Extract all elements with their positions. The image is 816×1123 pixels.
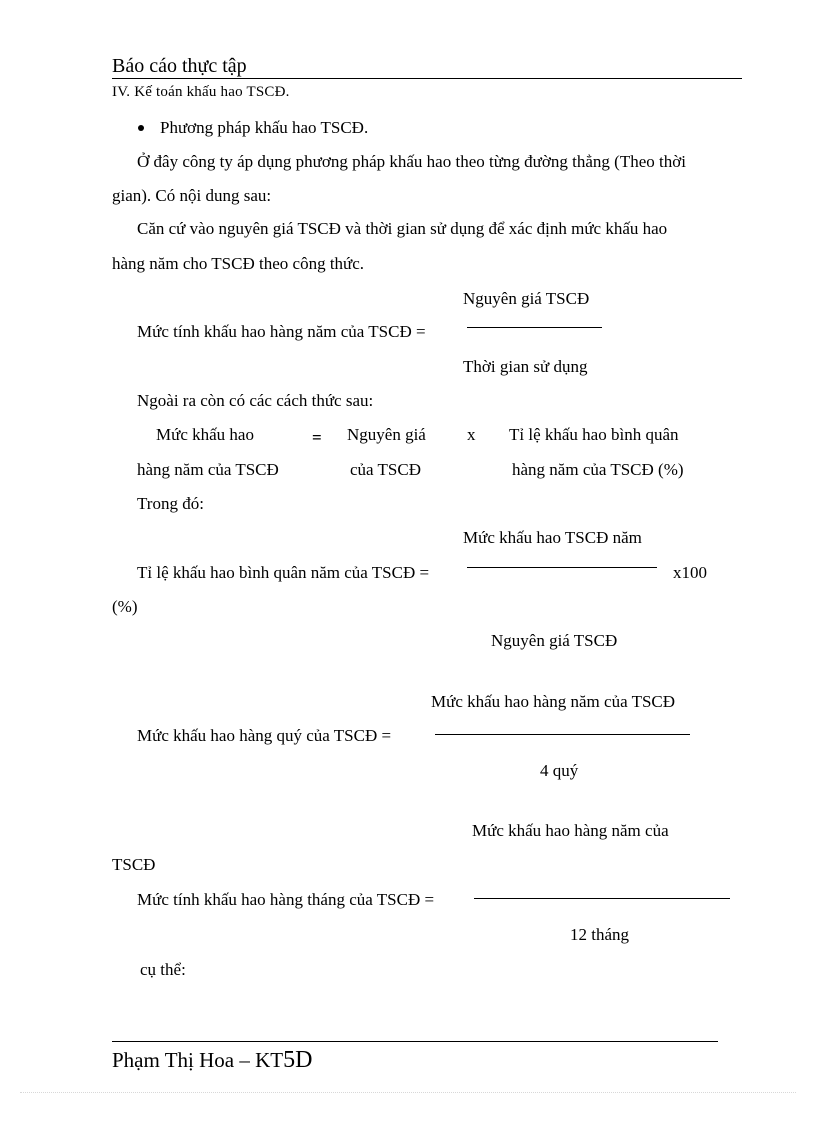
formula4-denominator: 4 quý [540,761,579,780]
formula5-denominator: 12 tháng [570,925,630,944]
formula5-numerator-line1: Mức khấu hao hàng năm của [472,821,669,840]
header-title: Báo cáo thực tập [112,55,247,77]
formula1-denominator: Thời gian sử dụng [463,357,588,376]
formula3-multiplier: x100 [673,563,707,582]
paragraph-2-line-1: Căn cứ vào nguyên giá TSCĐ và thời gian sử dụng để xác định mức khấu hao [137,219,668,238]
formula3-label: Tỉ lệ khấu hao bình quân năm của TSCĐ = [137,563,430,582]
formula3-fraction-bar [467,567,657,568]
header-rule [112,78,742,79]
footer-author [112,1048,312,1072]
formula3-unit: (%) [112,597,138,616]
formula5-label: Mức tính khấu hao hàng tháng của TSCĐ = [137,890,435,909]
formula3-numerator: Mức khấu hao TSCĐ năm [463,528,642,547]
formula4-fraction-bar [435,734,690,735]
section-heading: IV. Kế toán khấu hao TSCĐ. [112,84,290,100]
footer-author-suffix: 5D [283,1047,313,1073]
bullet-text: Phương pháp khấu hao TSCĐ. [160,118,369,137]
specifically-text: cụ thể: [140,960,186,979]
formula4-label: Mức khấu hao hàng quý của TSCĐ = [137,726,392,745]
formula3-denominator: Nguyên giá TSCĐ [491,631,618,650]
other-methods-text: Ngoài ra còn có các cách thức sau: [137,391,374,410]
where-text: Trong đó: [137,494,204,513]
bullet-icon [138,125,144,131]
paragraph-2-line-2: hàng năm cho TSCĐ theo công thức. [112,254,365,273]
footer-rule [112,1041,718,1042]
formula1-fraction-bar [467,327,602,328]
formula2-col1-line2: hàng năm của TSCĐ [137,460,279,479]
formula5-fraction-bar [474,898,730,899]
formula2-times: x [467,425,476,444]
formula1-numerator: Nguyên giá TSCĐ [463,289,590,308]
formula5-numerator-line2: TSCĐ [112,855,156,874]
formula2-col3-line2: hàng năm của TSCĐ (%) [512,460,684,479]
formula2-col2-line1: Nguyên giá [347,425,426,444]
paragraph-1-line-1: Ở đây công ty áp dụng phương pháp khấu hao theo từng đường thẳng (Theo thời [137,152,686,171]
formula2-col3-line1: Tỉ lệ khấu hao bình quân [509,425,679,444]
formula4-numerator: Mức khấu hao hàng năm của TSCĐ [431,692,676,711]
formula2-col2-line2: của TSCĐ [350,460,421,479]
footer-author-prefix: Phạm Thị Hoa – KT [112,1048,284,1072]
formula2-col1-line1: Mức khấu hao [156,425,254,444]
page-bottom-dotted-line [20,1092,796,1093]
formula1-label: Mức tính khấu hao hàng năm của TSCĐ = [137,322,426,341]
paragraph-1-line-2: gian). Có nội dung sau: [112,186,272,205]
formula2-equals: = [312,428,322,447]
